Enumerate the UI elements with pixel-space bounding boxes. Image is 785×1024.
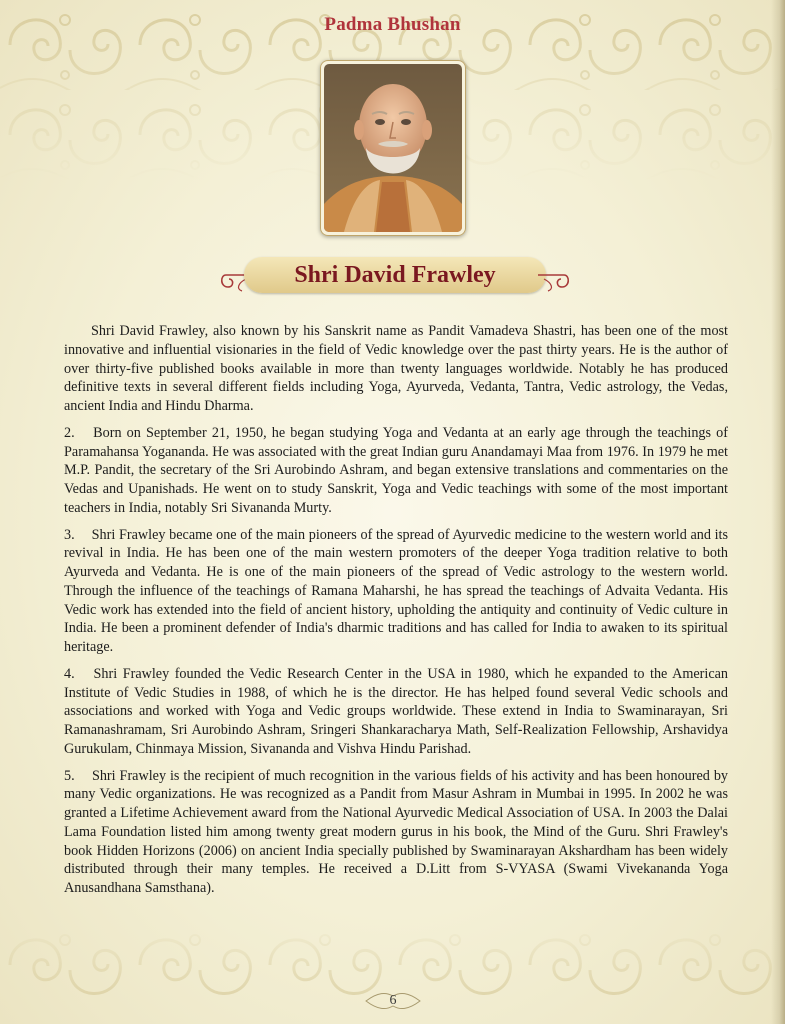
page-edge-shadow: [771, 0, 785, 1024]
portrait-photo: [324, 64, 462, 232]
portrait-frame: [320, 60, 466, 236]
paragraph-4: 4. Shri Frawley founded the Vedic Research Center in the USA in 1980, which he expanded to the American Institute of Vedic Studies in 1988, of which he is the director. He has helped found several Vedic schools and associations and worked with Yoga and Vedic groups worldwide. These extend in India to Swaminarayan, Sri Ramanashramam, Sri Aurobindo Ashram, Sringeri Shankaracharya Math, Self-Realization Fellowship, Arshavidya Gurukulam, Chinmaya Mission, Sivananda and Vishva Hindu Parishad.: [64, 665, 729, 757]
name-banner: [218, 255, 572, 295]
paragraph-1: Shri David Frawley, also known by his Sanskrit name as Pandit Vamadeva Shastri, has been one of the most innovative and influential visionaries in the field of Vedic knowledge over the past thirty years. He is the author of over thirty-five published books available in more than twenty languages worldwide. Notably he has produced definitive texts in several different fields including Yoga, Ayurveda, Vedanta, Tantra, Vedic astrology, the Vedas, ancient India and Hindu Dharma.: [64, 323, 728, 414]
paragraph-number: 3.: [64, 526, 75, 543]
paragraph-number: 2.: [64, 424, 75, 441]
right-flourish-icon: [538, 263, 572, 293]
page-number: 6: [364, 990, 422, 1012]
paragraph-number: 4.: [64, 665, 75, 682]
paragraph-2: 2. Born on September 21, 1950, he began studying Yoga and Vedanta at an early age through the teachings of Paramahansa Yogananda. He was associated with the great Indian guru Anandamayi Maa from 1976. In 1979 he met M.P. Pandit, the secretary of the Sri Aurobindo Ashram, and began extensive translations and commentaries on the Vedas and Upanishads. He went on to study Sanskrit, Yoga and Vedic teachings with some of the most important teachers in India, notably Sri Sivananda Murty.: [64, 424, 728, 516]
paragraph-number: 5.: [64, 767, 75, 784]
award-heading: Padma Bhushan: [324, 14, 461, 35]
paragraph-3: 3. Shri Frawley became one of the main pioneers of the spread of Ayurvedic medicine to the western world and its revival in India. He has been one of the main western promoters of the deeper Yoga tradition relative to both Ayurveda and Vedanta. He is one of the main pioneers of the spread of Vedic astrology to the western world. Through the influence of the teachings of Ramana Maharshi, he has spread the teachings of Advaita Vedanta. His Vedic work has extended into the field of ancient history, upholding the antiquity and continuity of Vedic culture in India. He been a prominent defender of India's dharmic traditions and has called for India to awaken to its spiritual heritage.: [64, 526, 729, 655]
paragraph-5: 5. Shri Frawley is the recipient of much recognition in the various fields of his activity and has been honoured by many Vedic organizations. He was recognized as a Pandit from Masur Ashram in Mumbai in 1995. In 2002 he was granted a Lifetime Achievement award from the National Ayurvedic Medical Association of USA. In 2003 the Dalai Lama Foundation listed him among twenty great modern gurus in his book, the Mind of the Guru. Shri Frawley's book Hidden Horizons (2006) on ancient India specially published by Swaminarayan Akshardham has been widely distributed through their many temples. He received a D.Litt from S-VYASA (Swami Vivekananda Yoga Anusandhana Samsthana).: [64, 767, 729, 896]
biography-text: [64, 322, 728, 906]
person-name: Shri David Frawley: [244, 257, 546, 293]
